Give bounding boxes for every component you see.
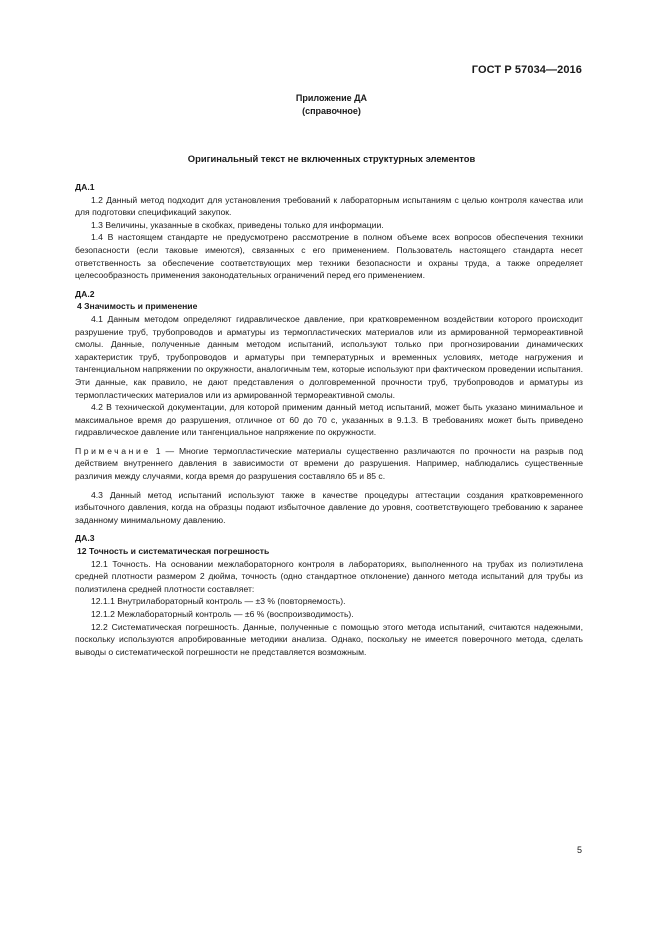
paragraph: 12.1.2 Межлабораторный контроль — ±6 % (воспроизводимость). bbox=[91, 609, 354, 619]
paragraph: 12.2 Систематическая погрешность. Данные, полученные с помощью этого метода испытаний, считаются надежными, поскольку используются апробированные методики анализа. Однако, поскольку не имеется поверочного метода, сделать выводы о систематической погрешности не представляется возможным. bbox=[75, 621, 583, 657]
paragraph: 1.2 Данный метод подходит для установления требований к лабораторным испытаниям с целью контроля качества или для подготовки спецификаций закупок. bbox=[75, 194, 583, 218]
paragraph: 1.3 Величины, указанные в скобках, приведены только для информации. bbox=[91, 219, 384, 230]
annex-header bbox=[0, 92, 661, 118]
page-number: 5 bbox=[576, 845, 582, 855]
standard-designation: ГОСТ Р 57034—2016 bbox=[471, 64, 582, 76]
paragraph: 4.2 В технической документации, для которой применим данный метод испытаний, может быть указано минимальное и максимальное время до разрушения, отличное от 60 до 70 с, указанных в 9.1.3. В требованиях может быть приведено гидравлическое давление или тангенциальное напряжение по окружности. bbox=[75, 402, 583, 438]
section-heading-da3: ДА.3 bbox=[75, 533, 95, 544]
paragraph: 4.1 Данным методом определяют гидравлическое давление, при кратковременном воздействии которого происходит разрушение труб, трубопроводов и арматуры из термопластических материалов или из армированной термореактивной смолы. Данные, полученные данным методом испытаний, используют только при прогнозировании динамических характеристик труб, трубопроводов и арматуры при температурных и временных условиях, методе нагружения и тангенциальном напряжении по окружности, аналогичным тем, которые используют при фактическом проведении испытания. Эти данные, как правило, не дают представления о долговременной прочности труб, трубопроводов и арматуры из термопластических материалов или из армированной термореактивной смолы. bbox=[75, 313, 583, 400]
section-subheading: 12 Точность и систематическая погрешность bbox=[77, 546, 270, 557]
note-label: Примечание bbox=[75, 445, 151, 456]
paragraph: 1.4 В настоящем стандарте не предусмотрено рассмотрение в полном объеме всех вопросов обеспечения техники безопасности (если таковые имеются), связанных с его применением. Пользователь настоящего стандарта несет ответственность за обеспечение соответствующих мер техники безопасности и охраны труда, а также определяет целесообразность применения законодательных ограничений перед его применением. bbox=[75, 232, 583, 281]
section-subheading: 4 Значимость и применение bbox=[77, 301, 198, 312]
annex-subtitle: (справочное) bbox=[302, 106, 361, 116]
document-title: Оригинальный текст не включенных структурных элементов bbox=[187, 153, 476, 164]
paragraph: 4.3 Данный метод испытаний используют также в качестве процедуры аттестации создания кратковременного избыточного давления, когда на образцы подают избыточное давление до уровня, соответствующего требованию к заранее заданному минимальному давлению. bbox=[75, 489, 583, 525]
section-heading-da1: ДА.1 bbox=[75, 182, 95, 192]
note-text: 1 — Многие термопластические материалы существенно различаются по прочности на разрыв под действием внутреннего давления в зависимости от времени до разрушения. Например, наблюдались существенные различия между случаями, когда время до разрушения составляло 65 и 85 с. bbox=[75, 445, 583, 482]
paragraph: 12.1 Точность. На основании межлабораторного контроля в лабораториях, выполненного на трубах из полиэтилена средней плотности размером 2 дюйма, точность (одно стандартное отклонение) данного метода испытаний для трубы из полиэтилена средней плотности составляет: bbox=[75, 558, 583, 594]
paragraph: 12.1.1 Внутрилабораторный контроль — ±3 % (повторяемость). bbox=[91, 596, 346, 607]
section-heading-da2: ДА.2 bbox=[75, 288, 95, 299]
annex-title: Приложение ДА bbox=[295, 93, 368, 103]
document-body bbox=[75, 181, 583, 658]
note bbox=[75, 445, 583, 483]
